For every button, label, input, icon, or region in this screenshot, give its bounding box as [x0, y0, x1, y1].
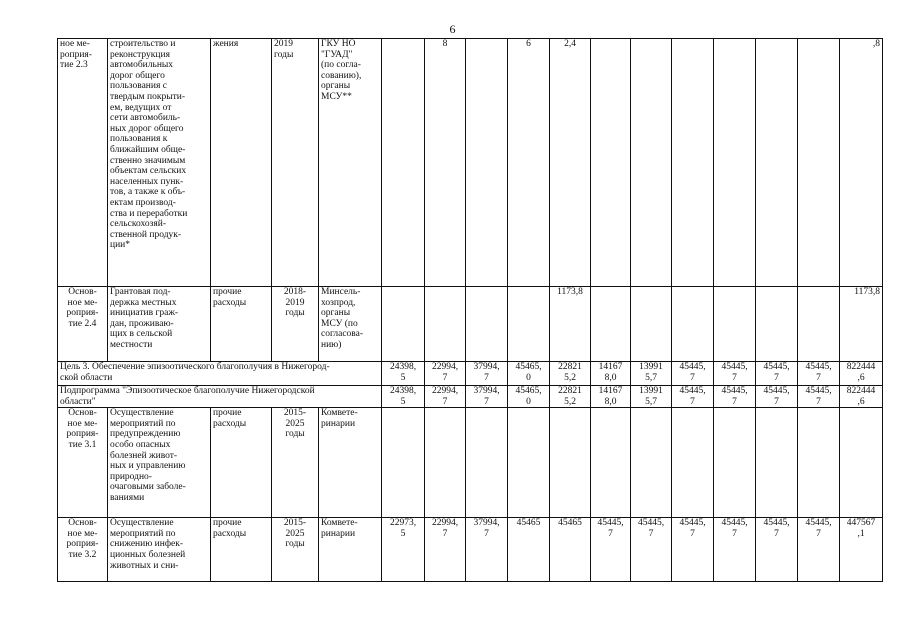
- value-cell: [798, 39, 840, 287]
- value-cell: 24398, 5: [382, 362, 425, 386]
- value-cell: 45445, 7: [756, 518, 798, 582]
- value-cell: 24398, 5: [382, 386, 425, 408]
- value-cell: 45445, 7: [798, 386, 840, 408]
- event-label: ное ме- роприя- тие 2.3: [58, 39, 108, 287]
- row-event-2-4: [58, 287, 883, 362]
- event-description: Осуществление мероприятий по предупреждению особо опасных болезней живот- ных и управлению природно- очаговыми заболе- ваниями: [108, 408, 211, 518]
- value-cell: [631, 39, 672, 287]
- value-cell: 45445, 7: [756, 362, 798, 386]
- row-goal-3: [58, 362, 883, 386]
- value-cell: 1173,8: [550, 287, 591, 362]
- value-cell: 22821 5,2: [550, 386, 591, 408]
- years: 2018- 2019 годы: [272, 287, 319, 362]
- value-cell: 45445, 7: [631, 518, 672, 582]
- value-cell: [425, 408, 466, 518]
- event-label: Основ- ное ме- роприя- тие 2.4: [58, 287, 108, 362]
- value-cell: 37994, 7: [466, 362, 508, 386]
- value-cell: 45465: [550, 518, 591, 582]
- value-cell: [466, 287, 508, 362]
- expense-type: прочие расходы: [211, 518, 272, 582]
- value-cell: [714, 287, 756, 362]
- value-cell: [591, 408, 631, 518]
- value-cell: 13991 5,7: [631, 386, 672, 408]
- value-cell: 45445, 7: [798, 518, 840, 582]
- value-cell: 37994, 7: [466, 386, 508, 408]
- value-total: 822444 ,6: [840, 386, 883, 408]
- expense-type: прочие расходы: [211, 287, 272, 362]
- value-cell: [550, 408, 591, 518]
- value-cell: 14167 8,0: [591, 386, 631, 408]
- goal-label: Цель 3. Обеспечение эпизоотического благополучия в Нижегород- ской области: [58, 362, 382, 386]
- expense-type: жения: [211, 39, 272, 287]
- value-cell: [425, 287, 466, 362]
- value-cell: [672, 408, 714, 518]
- value-cell: 45465, 0: [508, 386, 550, 408]
- program-table: [57, 38, 883, 582]
- executor: Минсель- хозпрод, органы МСУ (по согласова- нию): [319, 287, 382, 362]
- subprogram-label: Подпрограмма "Эпизоотическое благополучие Нижегородской области": [58, 386, 382, 408]
- value-cell: 14167 8,0: [591, 362, 631, 386]
- value-cell: [466, 408, 508, 518]
- value-cell: 45445, 7: [714, 362, 756, 386]
- value-cell: [756, 408, 798, 518]
- value-cell: 37994, 7: [466, 518, 508, 582]
- value-cell: 22994, 7: [425, 362, 466, 386]
- expense-type: прочие расходы: [211, 408, 272, 518]
- executor: Комвете- ринарии: [319, 408, 382, 518]
- value-total: 447567 ,1: [840, 518, 883, 582]
- value-cell: 6: [508, 39, 550, 287]
- years: 2019 годы: [272, 39, 319, 287]
- event-description: Грантовая под- держка местных инициатив граж- дан, проживаю- щих в сельской местности: [108, 287, 211, 362]
- value-cell: 2,4: [550, 39, 591, 287]
- value-cell: [591, 287, 631, 362]
- years: 2015- 2025 годы: [272, 518, 319, 582]
- value-cell: [508, 287, 550, 362]
- row-event-2-3: [58, 39, 883, 287]
- value-cell: [631, 287, 672, 362]
- value-cell: [756, 39, 798, 287]
- event-label: Основ- ное ме- роприя- тие 3.2: [58, 518, 108, 582]
- event-label: Основ- ное ме- роприя- тие 3.1: [58, 408, 108, 518]
- value-total: ,8: [840, 39, 883, 287]
- value-cell: 45445, 7: [672, 362, 714, 386]
- value-cell: [714, 408, 756, 518]
- value-cell: [382, 39, 425, 287]
- value-cell: 45465, 0: [508, 362, 550, 386]
- value-cell: 45445, 7: [798, 362, 840, 386]
- years: 2015- 2025 годы: [272, 408, 319, 518]
- row-event-3-2: [58, 518, 883, 582]
- value-cell: [382, 408, 425, 518]
- value-cell: 22973, 5: [382, 518, 425, 582]
- value-total: 822444 ,6: [840, 362, 883, 386]
- value-cell: [672, 287, 714, 362]
- value-cell: 13991 5,7: [631, 362, 672, 386]
- value-cell: 22821 5,2: [550, 362, 591, 386]
- value-cell: 45445, 7: [714, 386, 756, 408]
- value-total: [840, 408, 883, 518]
- page-number: 6: [449, 22, 456, 36]
- value-cell: 45445, 7: [591, 518, 631, 582]
- row-subprogram: [58, 386, 883, 408]
- executor: ГКУ НО "ГУАД" (по согла- сованию), органы МСУ**: [319, 39, 382, 287]
- value-cell: 22994, 7: [425, 386, 466, 408]
- value-cell: [631, 408, 672, 518]
- value-cell: [508, 408, 550, 518]
- value-cell: [672, 39, 714, 287]
- value-cell: 45445, 7: [672, 518, 714, 582]
- event-description: Осуществление мероприятий по снижению инфек- ционных болезней животных и сни-: [108, 518, 211, 582]
- value-cell: [798, 287, 840, 362]
- value-cell: [466, 39, 508, 287]
- event-description: строительство и реконструкция автомобильных дорог общего пользования с твердым покрыти- ем, ведущих от сети автомобиль- ных дорог общего пользования к ближайшим обще- ственно значимым объектам сельских населенных пунк- тов, а также к объ- ектам производ- ства и переработки сельскохозяй- ственной продук- ции*: [108, 39, 211, 287]
- row-event-3-1: [58, 408, 883, 518]
- value-total: 1173,8: [840, 287, 883, 362]
- value-cell: 45445, 7: [714, 518, 756, 582]
- value-cell: 45445, 7: [672, 386, 714, 408]
- value-cell: [591, 39, 631, 287]
- value-cell: 45445, 7: [756, 386, 798, 408]
- value-cell: 22994, 7: [425, 518, 466, 582]
- value-cell: 45465: [508, 518, 550, 582]
- value-cell: [382, 287, 425, 362]
- value-cell: [714, 39, 756, 287]
- executor: Комвете- ринарии: [319, 518, 382, 582]
- value-cell: [756, 287, 798, 362]
- value-cell: [798, 408, 840, 518]
- value-cell: 8: [425, 39, 466, 287]
